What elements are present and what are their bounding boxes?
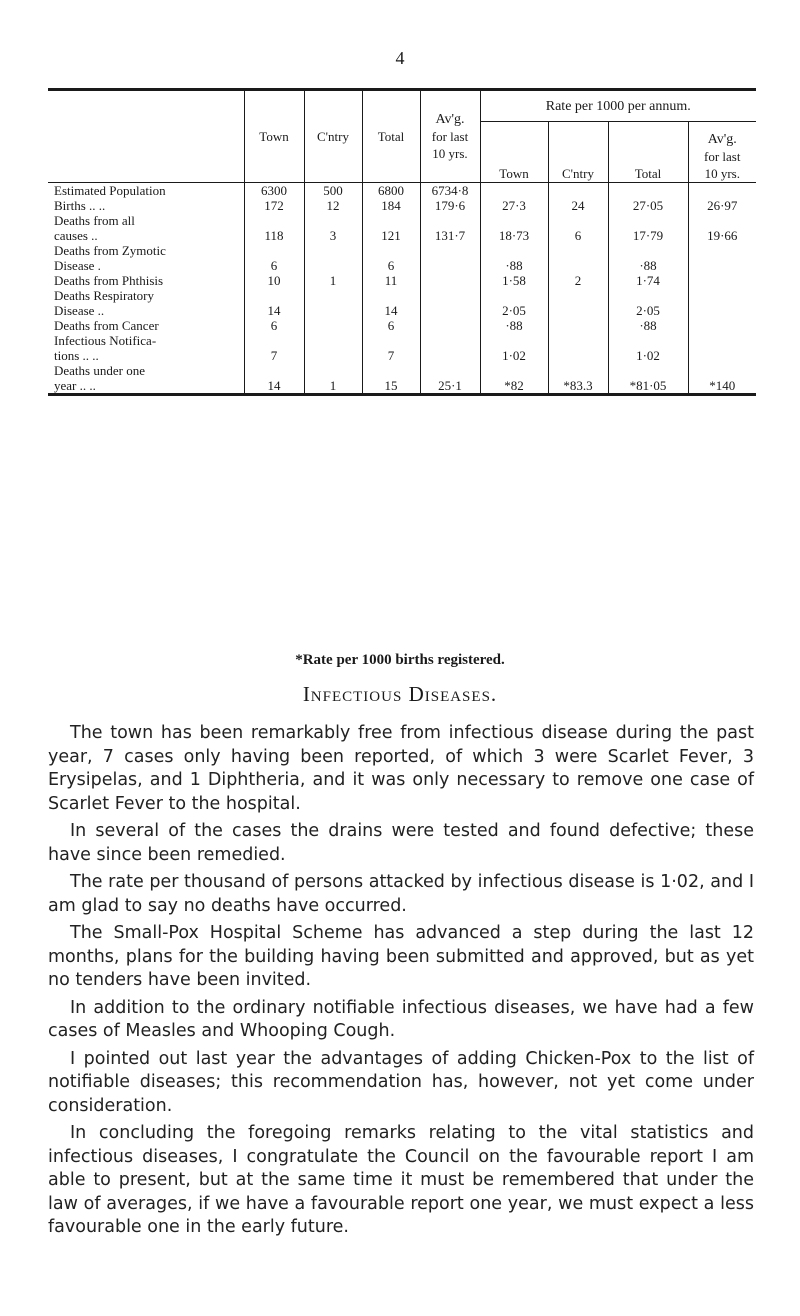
cell-avg [420, 288, 480, 318]
cell-avg: 131·7 [420, 213, 480, 243]
header-label-column [48, 90, 244, 183]
cell-rate-avg [688, 243, 756, 273]
section-title: Infectious Diseases. [302, 682, 498, 706]
cell-rate-country: 24 [548, 198, 608, 213]
table-row [48, 363, 756, 395]
row-label-line: Deaths from Zymotic [54, 243, 166, 258]
row-label-line: causes .. [54, 228, 98, 243]
cell-rate-total: 27·05 [608, 198, 688, 213]
header-average-line-1: Av'g. [435, 112, 465, 127]
cell-total: 15 [362, 363, 420, 395]
paragraph: The rate per thousand of persons attacked by infectious disease is 1·02, and I am glad to say no deaths have occurred. [48, 872, 754, 916]
header-rate-country: C'ntry [548, 122, 608, 183]
row-label-line: Infectious Notifica- [54, 333, 157, 348]
table-body [48, 183, 756, 395]
table-row [48, 243, 756, 273]
table-footnote: *Rate per 1000 births registered. [295, 652, 505, 668]
cell-total: 11 [362, 273, 420, 288]
cell-town: 10 [244, 273, 304, 288]
cell-avg [420, 333, 480, 363]
header-town: Town [244, 90, 304, 183]
row-label-line: Deaths under one [54, 363, 145, 378]
row-label [48, 333, 244, 363]
header-average-line-3: 10 yrs. [432, 146, 468, 161]
header-rate-average-line-2: for last [704, 149, 741, 164]
cell-country: 3 [304, 213, 362, 243]
cell-country: 1 [304, 273, 362, 288]
cell-town: 6300 [244, 183, 304, 199]
cell-rate-total: 17·79 [608, 213, 688, 243]
cell-total: 6800 [362, 183, 420, 199]
cell-rate-town: 1·58 [480, 273, 548, 288]
cell-rate-avg [688, 333, 756, 363]
cell-town: 7 [244, 333, 304, 363]
row-label-line: Deaths from Phthisis [54, 273, 164, 288]
cell-rate-total: ·88 [608, 243, 688, 273]
cell-rate-total: *81·05 [608, 363, 688, 395]
row-label-line: Disease .. [54, 303, 105, 318]
cell-town: 14 [244, 363, 304, 395]
paragraph: In concluding the foregoing remarks relating to the vital statistics and infectious diseases, I congratulate the Council on the favourable report I am able to present, but at the same time it must be remembered that under the law of averages, if we have a favourable report one year, we must expect a less favourable one in the early future. [48, 1123, 754, 1237]
paragraph: In addition to the ordinary notifiable infectious diseases, we have had a few cases of Measles and Whooping Cough. [48, 997, 754, 1041]
cell-rate-country [548, 318, 608, 333]
header-rate-group: Rate per 1000 per annum. [480, 90, 756, 122]
cell-rate-country [548, 183, 608, 199]
cell-avg [420, 243, 480, 273]
row-label-line: Deaths from all [54, 213, 135, 228]
header-rate-average [688, 122, 756, 183]
row-label-line: Births .. .. [54, 198, 106, 213]
row-label [48, 288, 244, 318]
cell-country: 12 [304, 198, 362, 213]
cell-avg: 179·6 [420, 198, 480, 213]
header-total: Total [362, 90, 420, 183]
header-country: C'ntry [304, 90, 362, 183]
table-row [48, 288, 756, 318]
paragraph: The town has been remarkably free from infectious disease during the past year, 7 cases only having been reported, of which 3 were Scarlet Fever, 3 Erysipelas, and 1 Diphtheria, and it was only necessary to remove one case of Scarlet Fever to the hospital. [48, 723, 754, 814]
table-row [48, 318, 756, 333]
cell-town: 6 [244, 243, 304, 273]
cell-rate-avg: *140 [688, 363, 756, 395]
table-row [48, 333, 756, 363]
vital-statistics-table [48, 88, 756, 396]
cell-rate-town: 27·3 [480, 198, 548, 213]
body-text [48, 722, 754, 1244]
row-label [48, 363, 244, 395]
cell-rate-total: 1·02 [608, 333, 688, 363]
cell-avg: 6734·8 [420, 183, 480, 199]
cell-country: 1 [304, 363, 362, 395]
cell-rate-country [548, 243, 608, 273]
cell-avg: 25·1 [420, 363, 480, 395]
cell-rate-country: 2 [548, 273, 608, 288]
row-label-line: Disease . [54, 258, 101, 273]
cell-rate-town: 2·05 [480, 288, 548, 318]
cell-total: 14 [362, 288, 420, 318]
header-rate-total: Total [608, 122, 688, 183]
row-label-line: year .. .. [54, 378, 96, 393]
row-label [48, 213, 244, 243]
cell-avg [420, 273, 480, 288]
paragraph: I pointed out last year the advantages of adding Chicken-Pox to the list of notifiable diseases; this recommendation has, however, not yet come under consideration. [48, 1048, 754, 1116]
cell-country: 500 [304, 183, 362, 199]
cell-total: 6 [362, 243, 420, 273]
cell-country [304, 288, 362, 318]
cell-rate-town: ·88 [480, 243, 548, 273]
table-header [48, 90, 756, 183]
cell-rate-avg: 26·97 [688, 198, 756, 213]
row-label-line: Deaths Respiratory [54, 288, 155, 303]
cell-rate-total: ·88 [608, 318, 688, 333]
cell-country [304, 333, 362, 363]
cell-rate-total: 1·74 [608, 273, 688, 288]
page-number: 4 [395, 48, 405, 68]
cell-rate-avg [688, 183, 756, 199]
cell-rate-total [608, 183, 688, 199]
cell-avg [420, 318, 480, 333]
header-rate-average-line-3: 10 yrs. [704, 166, 740, 181]
vital-statistics-table-container [48, 88, 756, 396]
cell-rate-avg [688, 273, 756, 288]
header-average-line-2: for last [431, 129, 469, 144]
cell-rate-country [548, 288, 608, 318]
cell-town: 172 [244, 198, 304, 213]
row-label [48, 183, 244, 199]
cell-country [304, 318, 362, 333]
cell-town: 14 [244, 288, 304, 318]
row-label-line: tions .. .. [54, 348, 99, 363]
row-label [48, 243, 244, 273]
cell-rate-total: 2·05 [608, 288, 688, 318]
header-rate-town: Town [480, 122, 548, 183]
paragraph: In several of the cases the drains were tested and found defective; these have since been remedied. [48, 821, 754, 865]
table-row [48, 183, 756, 199]
cell-rate-town: 1·02 [480, 333, 548, 363]
row-label [48, 198, 244, 213]
table-row [48, 273, 756, 288]
cell-country [304, 243, 362, 273]
cell-town: 118 [244, 213, 304, 243]
paragraph: The Small-Pox Hospital Scheme has advanced a step during the last 12 months, plans for the building having been submitted and approved, but as yet no tenders have been invited. [48, 923, 754, 990]
cell-rate-town: ·88 [480, 318, 548, 333]
cell-rate-country: 6 [548, 213, 608, 243]
cell-rate-avg: 19·66 [688, 213, 756, 243]
table-row [48, 213, 756, 243]
table-row [48, 198, 756, 213]
header-average [420, 90, 480, 183]
cell-rate-country [548, 333, 608, 363]
row-label-line: Estimated Population [54, 183, 166, 198]
cell-rate-avg [688, 288, 756, 318]
cell-total: 184 [362, 198, 420, 213]
cell-total: 121 [362, 213, 420, 243]
cell-rate-town: *82 [480, 363, 548, 395]
cell-town: 6 [244, 318, 304, 333]
cell-rate-avg [688, 318, 756, 333]
row-label-line: Deaths from Cancer [54, 318, 159, 333]
cell-rate-town: 18·73 [480, 213, 548, 243]
header-rate-average-line-1: Av'g. [707, 132, 737, 147]
cell-total: 6 [362, 318, 420, 333]
row-label [48, 273, 244, 288]
cell-rate-country: *83.3 [548, 363, 608, 395]
row-label [48, 318, 244, 333]
cell-rate-town [480, 183, 548, 199]
cell-total: 7 [362, 333, 420, 363]
